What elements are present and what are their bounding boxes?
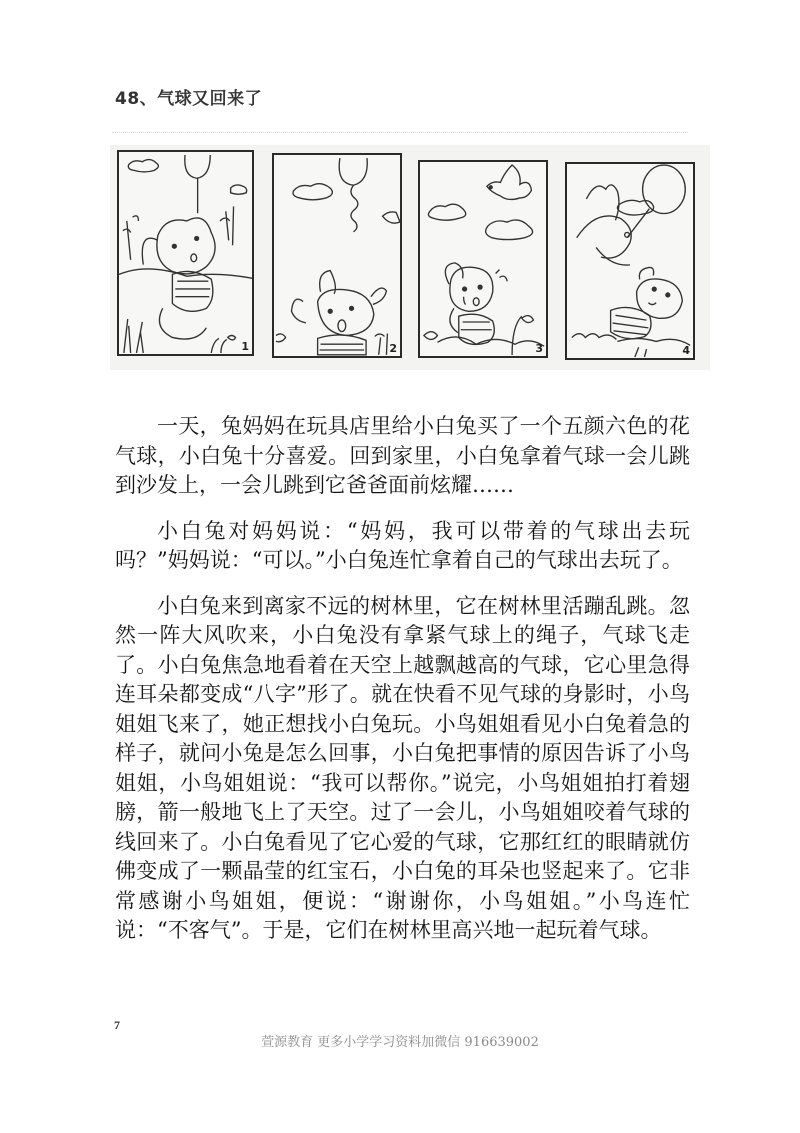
footer-note: 萱源教育 更多小学学习资料加微信 916639002 — [261, 1035, 539, 1050]
story-paragraph-1: 一天，兔妈妈在玩具店里给小白兔买了一个五颜六色的花气球，小白兔十分喜爱。回到家里，小白兔拿着气球一会儿跳到沙发上，一会儿跳到它爸爸面前炫耀…… — [115, 414, 690, 497]
panel-number: 1 — [241, 340, 249, 353]
page-title: 48、气球又回来了 — [115, 89, 263, 109]
rabbit-crying-bird-arrives-icon — [420, 162, 546, 356]
balloon-flies-away-icon — [274, 155, 400, 356]
comic-panel-1 — [117, 150, 254, 356]
comic-panel-2 — [272, 153, 402, 358]
comic-illustration — [110, 145, 710, 370]
story-body — [115, 412, 690, 962]
comic-panel-4 — [565, 162, 695, 360]
story-paragraph-2: 小白兔对妈妈说：“妈妈，我可以带着的气球出去玩吗？”妈妈说：“可以。”小白兔连忙拿着自己的气球出去玩了。 — [115, 518, 690, 572]
rabbit-holding-balloon-icon — [119, 152, 252, 354]
page-number: 7 — [114, 1018, 120, 1032]
story-paragraph-3: 小白兔来到离家不远的树林里，它在树林里活蹦乱跳。忽然一阵大风吹来，小白兔没有拿紧气球上的绳子，气球飞走了。小白兔焦急地看着在天空上越飘越高的气球，它心里急得连耳朵都变成“八字”形了。就在快看不见气球的身影时，小鸟姐姐飞来了，她正想找小白兔玩。小鸟姐姐看见小白兔着急的样子，就问小兔是怎么回事，小白兔把事情的原因告诉了小鸟姐姐，小鸟姐姐说：“我可以帮你。”说完，小鸟姐姐拍打着翅膀，箭一般地飞上了天空。过了一会儿，小鸟姐姐咬着气球的线回来了。小白兔看见了它心爱的气球，它那红红的眼睛就仿佛变成了一颗晶莹的红宝石，小白兔的耳朵也竖起来了。它非常感谢小鸟姐姐，便说：“谢谢你，小鸟姐姐。”小鸟连忙说：“不客气”。于是，它们在树林里高兴地一起玩着气球。 — [115, 593, 690, 942]
title-divider — [112, 132, 688, 133]
comic-panel-3 — [418, 160, 548, 358]
panel-number: 2 — [389, 342, 397, 355]
panel-number: 4 — [682, 344, 690, 357]
panel-number: 3 — [535, 342, 543, 355]
bird-returns-balloon-icon — [567, 164, 693, 358]
